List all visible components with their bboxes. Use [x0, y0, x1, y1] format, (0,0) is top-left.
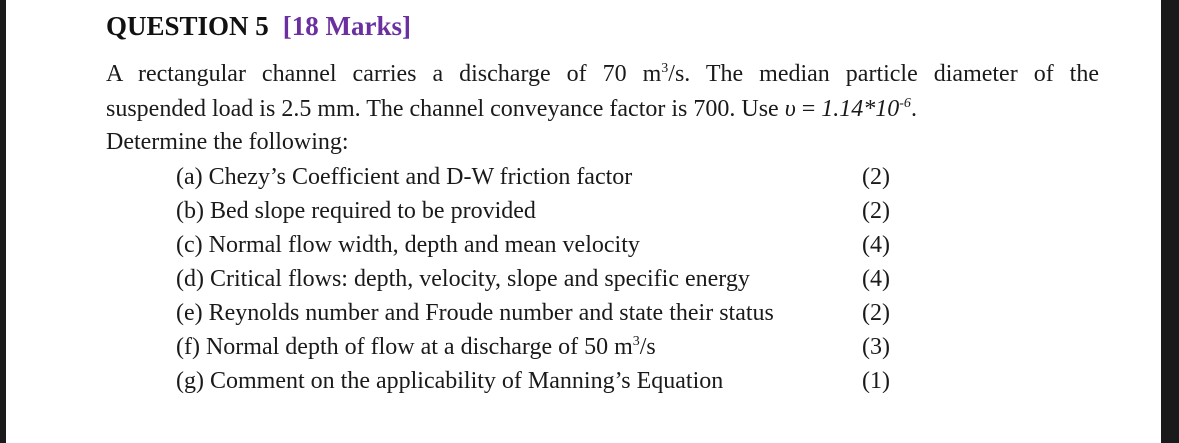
marks-c: (4): [862, 232, 890, 258]
sub-question-c: (c) Normal flow width, depth and mean velocity (4): [176, 228, 936, 262]
marks-b: (2): [862, 198, 890, 224]
marks-a: (2): [862, 164, 890, 190]
problem-statement-line-2: suspended load is 2.5 mm. The channel conveyance factor is 700. Use $\upsilon = 1.14*10^{-6}$.: [106, 96, 917, 122]
question-heading: [106, 8, 411, 44]
marks-g: (1): [862, 368, 890, 394]
marks-f: (3): [862, 334, 890, 360]
viscosity-value: 1.14*10: [821, 96, 900, 122]
sub-question-list: [176, 160, 936, 398]
viscosity-symbol: υ: [784, 96, 796, 122]
sub-question-f: (f) Normal depth of flow at a discharge of 50 $m^3/s$ (3): [176, 330, 936, 364]
sub-question-g: (g) Comment on the applicability of Manning’s Equation (1): [176, 364, 936, 398]
left-screen-edge: [0, 0, 6, 443]
sub-question-d: (d) Critical flows: depth, velocity, slope and specific energy (4): [176, 262, 936, 296]
total-marks: [18 Marks]: [282, 11, 412, 41]
marks-e: (2): [862, 300, 890, 326]
question-number: QUESTION 5: [106, 11, 269, 41]
marks-d: (4): [862, 266, 890, 292]
sub-question-a: (a) Chezy’s Coefficient and D-W friction factor (2): [176, 160, 936, 194]
sub-question-b: (b) Bed slope required to be provided (2): [176, 194, 936, 228]
right-screen-edge: [1161, 0, 1179, 443]
problem-statement-line-1: A rectangular channel carries a discharge of 70 $m^3/s$. The median particle diameter of the: [106, 61, 1099, 87]
instruction-line: Determine the following:: [106, 129, 349, 155]
sub-question-e: (e) Reynolds number and Froude number and state their status (2): [176, 296, 936, 330]
